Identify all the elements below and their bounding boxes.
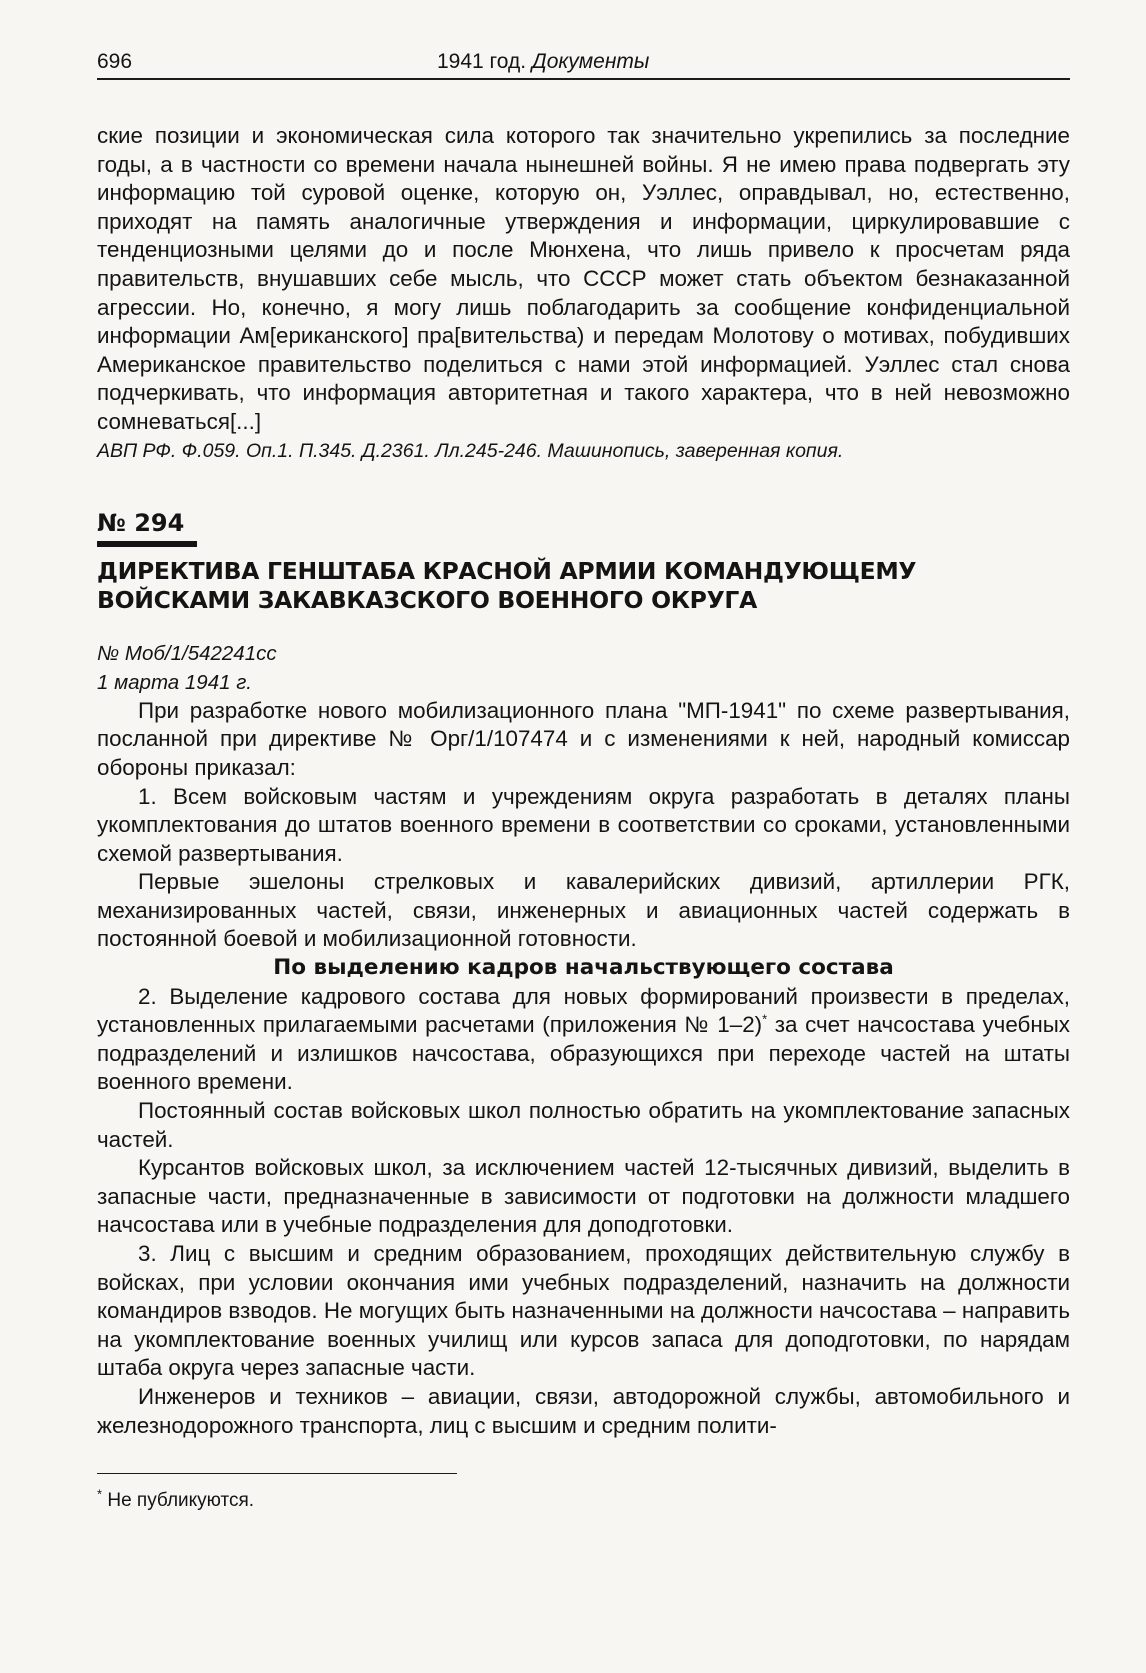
page-number: 696 xyxy=(97,50,133,73)
footnote-text: Не публикуются. xyxy=(107,1490,255,1511)
paragraph-item-2 xyxy=(97,983,1070,1097)
document-title xyxy=(97,557,1070,615)
paragraph-item-3: 3. Лиц с высшим и средним образованием, проходящих действительную службу в войсках, при условии окончания ими учебных подразделений, назначить на должности командиров взводов. Не могущих быть назначенными на должности начсостава – направить на укомплектование военных училищ или курсов запаса для доподготовки, по нарядам штаба округа через запасные части. xyxy=(97,1241,1070,1381)
running-title-year: 1941 год. xyxy=(437,50,527,73)
document-reference xyxy=(97,639,1070,697)
document-title-line-2: ВОЙСКАМИ ЗАКАВКАЗСКОГО ВОЕННОГО ОКРУГА xyxy=(97,585,757,614)
document-title-line-1: ДИРЕКТИВА ГЕНШТАБА КРАСНОЙ АРМИИ КОМАНДУЮЩЕМУ xyxy=(97,556,917,585)
page-body xyxy=(97,122,1070,1440)
archive-source-citation: АВП РФ. Ф.059. Оп.1. П.345. Д.2361. Лл.245-246. Машинопись, заверенная копия. xyxy=(97,439,844,462)
paragraph-first-echelons: Первые эшелоны стрелковых и кавалерийских дивизий, артиллерии РГК, механизированных частей, связи, инженерных и авиационных частей содержать в постоянной боевой и мобилизационной готовности. xyxy=(97,869,1070,952)
running-header xyxy=(97,50,1070,80)
document-number: № 294 xyxy=(97,509,185,538)
footnote-divider xyxy=(97,1473,457,1474)
previous-document-text: ские позиции и экономическая сила которого так значительно укрепились за последние годы, а в частности со времени начала нынешней войны. Я не имею права подвергать эту информацию той суровой оценке, которую он, Уэллес, оправдывал, но, естественно, приходят на память аналогичные утверждения и информации, циркулировавшие с тенденциозными целями до и после Мюнхена, что лишь привело к просчетам ряда правительств, внушавших себе мысль, что СССР может стать объектом безнаказанной агрессии. Но, конечно, я могу лишь поблагодарить за сообщение конфиденциальной информации Ам[ериканского] пра[вительства) и передам Молотову о мотивах, побудивших Американское правительство поделиться с нами этой информацией. Уэллес стал снова подчеркивать, что информация авторитетная и такого характера, что в ней невозможно сомневаться[...] xyxy=(97,123,1070,434)
running-title-section: Документы xyxy=(531,50,650,73)
running-title xyxy=(437,50,649,74)
paragraph-cadets: Курсантов войсковых школ, за исключением частей 12-тысячных дивизий, выделить в запасные части, предназначенные в зависимости от подготовки на должности младшего начсостава или в учебные подразделения для доподготовки. xyxy=(97,1155,1070,1238)
paragraph-item-2-end: за счет начсостава учебных подразделений и излишков начсостава, образующихся при переходе частей на штаты военного времени. xyxy=(97,1012,1070,1095)
paragraph-engineers: Инженеров и техников – авиации, связи, автодорожной службы, автомобильного и железнодорожного транспорта, лиц с высшим и средним полити- xyxy=(97,1383,1070,1438)
footnote-reference-mark: * xyxy=(762,1011,768,1027)
paragraph-intro: При разработке нового мобилизационного плана "МП-1941" по схеме развертывания, посланной при директиве № Орг/1/107474 и с изменениями к ней, народный комиссар обороны приказал: xyxy=(97,697,1070,780)
footnote-mark: * xyxy=(97,1486,103,1502)
paragraph-item-2-start: 2. Выделение кадрового состава для новых формирований произвести в пределах, установленных прилагаемыми расчетами (приложения № 1–2) xyxy=(97,983,1070,1038)
footnote xyxy=(97,1486,255,1512)
document-date: 1 марта 1941 г. xyxy=(97,670,253,694)
paragraph-school-staff: Постоянный состав войсковых школ полностью обратить на укомплектование запасных частей. xyxy=(97,1098,1070,1152)
section-subheading: По выделению кадров начальствующего состава xyxy=(273,955,894,981)
document-number-underline xyxy=(97,541,197,547)
paragraph-item-1: 1. Всем войсковым частям и учреждениям округа разработать в деталях планы укомплектования до штатов военного времени в соответствии со сроками, установленными схемой развертывания. xyxy=(97,783,1070,866)
document-ref-number: № Моб/1/542241сс xyxy=(97,641,277,665)
